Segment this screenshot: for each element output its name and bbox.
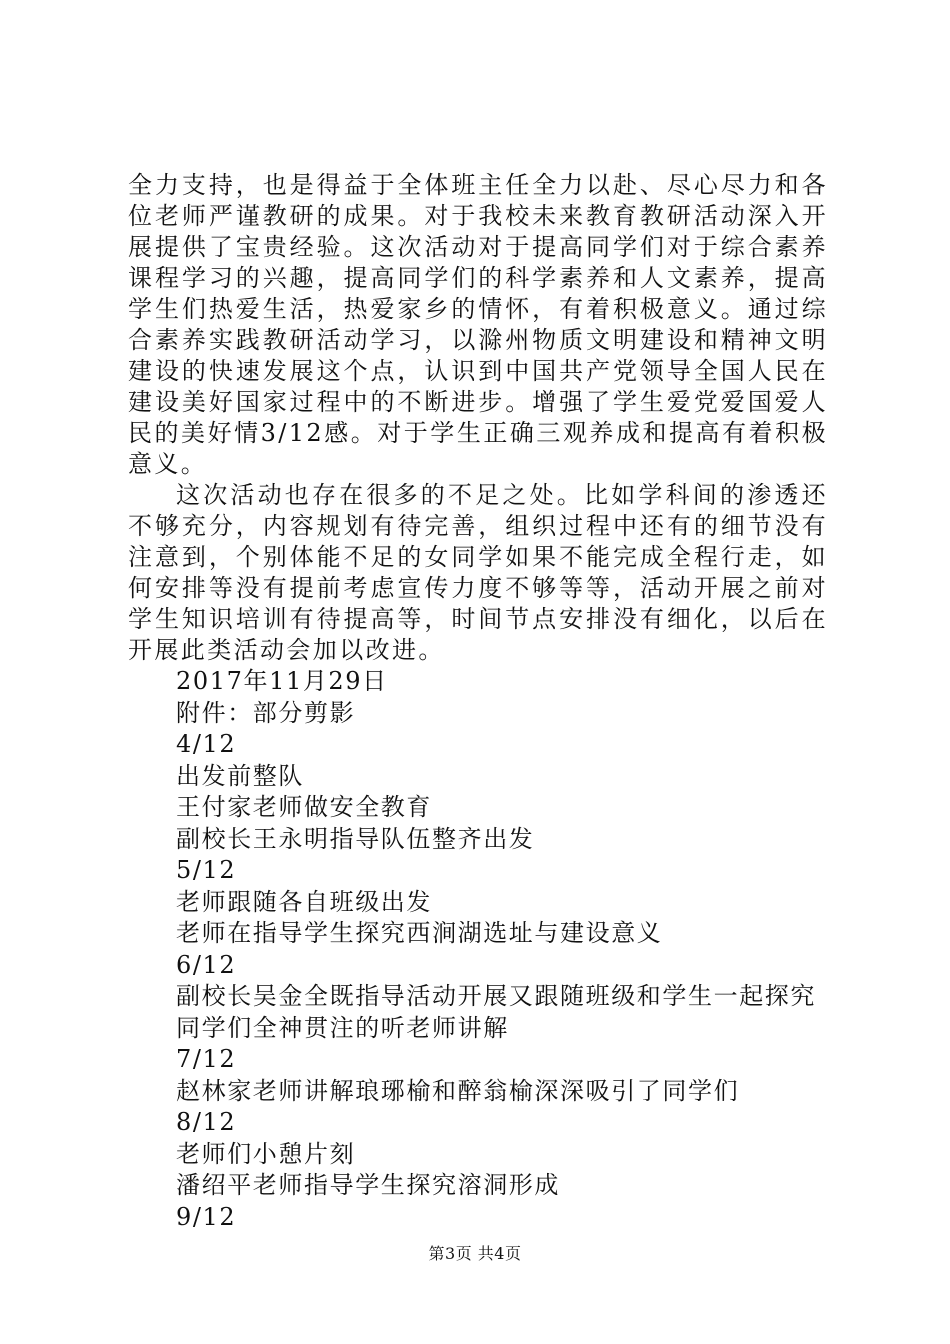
page-marker: 6/12 xyxy=(176,950,237,979)
attachment-list xyxy=(128,666,828,1233)
date-line: 2017年11月29日 xyxy=(176,667,388,695)
photo-caption: 王付家老师做安全教育 xyxy=(176,793,432,821)
paragraph-shortcomings: 这次活动也存在很多的不足之处。比如学科间的渗透还不够充分，内容规划有待完善，组织过程中还有的细节没有注意到，个别体能不足的女同学如果不能完成全程行走，如何安排等没有提前考虑宣传力度不够等等，活动开展之前对学生知识培训有待提高等，时间节点安排没有细化，以后在开展此类活动会加以改进。 xyxy=(128,481,828,664)
page-marker: 5/12 xyxy=(176,856,237,884)
photo-caption: 老师们小憩片刻 xyxy=(176,1139,356,1168)
photo-caption: 同学们全神贯注的听老师讲解 xyxy=(176,1013,509,1042)
photo-caption: 赵林家老师讲解琅琊榆和醉翁榆深深吸引了同学们 xyxy=(176,1076,740,1105)
photo-caption: 老师跟随各自班级出发 xyxy=(176,887,432,916)
attachment-heading: 附件：部分剪影 xyxy=(176,698,356,727)
page-marker: 7/12 xyxy=(176,1045,237,1073)
document-body xyxy=(128,170,828,1233)
photo-caption: 出发前整队 xyxy=(176,761,304,790)
page-marker: 4/12 xyxy=(176,730,237,758)
photo-caption: 老师在指导学生探究西涧湖选址与建设意义 xyxy=(176,919,663,947)
photo-caption: 副校长吴金全既指导活动开展又跟随班级和学生一起探究 xyxy=(176,982,816,1010)
photo-caption: 潘绍平老师指导学生探究溶洞形成 xyxy=(176,1171,560,1199)
page-marker: 8/12 xyxy=(176,1108,237,1136)
page-marker: 9/12 xyxy=(176,1202,237,1231)
page-footer: 第3页 共4页 xyxy=(428,1244,522,1263)
paragraph-summary: 全力支持，也是得益于全体班主任全力以赴、尽心尽力和各位老师严谨教研的成果。对于我校未来教育教研活动深入开展提供了宝贵经验。这次活动对于提高同学们对于综合素养课程学习的兴趣，提高同学们的科学素养和人文素养，提高学生们热爱生活，热爱家乡的情怀，有着积极意义。通过综合素养实践教研活动学习，以滁州物质文明建设和精神文明建设的快速发展这个点，认识到中国共产党领导全国人民在建设美好国家过程中的不断进步。增强了学生爱党爱国爱人民的美好情3/12感。对于学生正确三观养成和提高有着积极意义。 xyxy=(128,171,828,478)
photo-caption: 副校长王永明指导队伍整齐出发 xyxy=(176,824,535,853)
